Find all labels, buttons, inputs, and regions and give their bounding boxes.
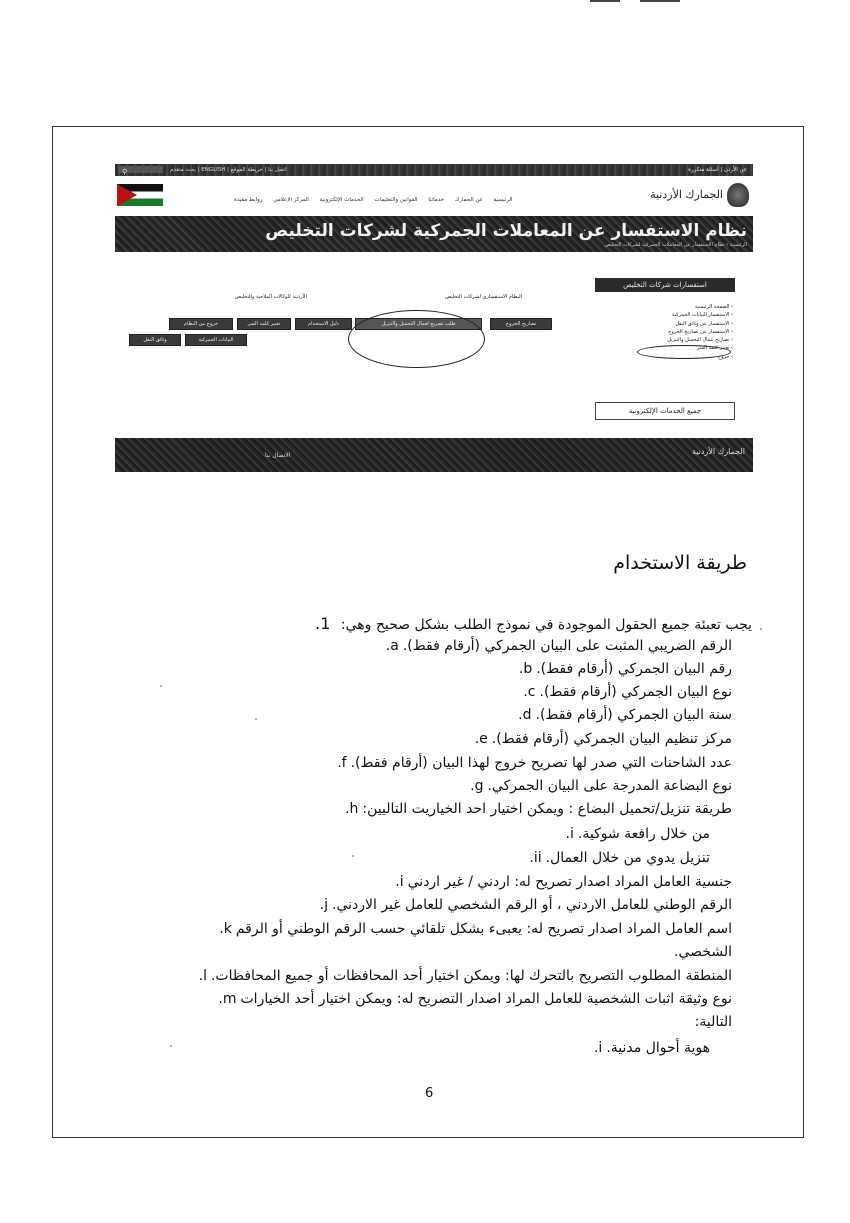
page-banner	[115, 216, 753, 252]
item-text: مركز تنظيم البيان الجمركي (أرقام فقط).	[491, 731, 732, 747]
list-item	[584, 1040, 710, 1056]
list-item	[652, 944, 732, 960]
list-item	[556, 826, 710, 842]
scan-speck	[160, 685, 162, 687]
jordan-flag-icon	[117, 184, 163, 206]
item-marker: j.	[319, 897, 328, 913]
sidebar-item[interactable]: › تصاريح عمال التحميل والتنزيل	[593, 336, 733, 344]
breadcrumb[interactable]: الرئيسية › نظام الاستفسار عن المعاملات الجمركية لشركات التخليص	[604, 242, 747, 248]
list-item	[514, 707, 732, 723]
item-text: يجب تعبئة جميع الحقول الموجودة في نموذج الطلب بشكل صحيح وهي:	[340, 617, 752, 633]
list-item	[214, 921, 732, 937]
main-nav	[225, 197, 513, 203]
list-item	[673, 1014, 732, 1030]
item-text: الرقم الوطني للعامل الاردني ، أو الرقم الشخصي للعامل غير الاردني.	[332, 897, 732, 913]
site-logo-text: الجمارك الأردنية	[650, 188, 723, 201]
scan-speck	[760, 628, 762, 630]
item-text: تنزيل يدوي من خلال العمال.	[545, 850, 710, 866]
item-text: الشخصي.	[674, 944, 732, 960]
item-marker: f.	[337, 755, 347, 771]
nav-item[interactable]: المركز الإعلامي	[273, 197, 309, 203]
list-item	[386, 874, 732, 890]
item-text: نوع وثيقة اثبات الشخصية للعامل المراد اصدار التصريح له: ويمكن اختيار أحد الخيارات	[240, 991, 732, 1007]
scan-speck	[170, 1045, 172, 1047]
list-item	[514, 661, 732, 677]
tagline-left: الأردنية للوكالات الملاحية والتخليص	[235, 294, 307, 300]
item-marker: k.	[219, 921, 232, 937]
hand-drawn-circle	[637, 345, 731, 359]
section-title: طريقة الاستخدام	[613, 552, 747, 574]
user-guide-button[interactable]: دليل الاستخدام	[295, 318, 352, 330]
sidebar-header: استفسارات شركات التخليص	[595, 278, 735, 292]
site-footer	[115, 438, 753, 472]
change-password-button[interactable]: تغيير كلمة السر	[237, 318, 291, 330]
sidebar-item[interactable]: › تغيير كلمة السر	[593, 344, 733, 352]
item-marker: c.	[523, 684, 536, 700]
list-item	[340, 801, 732, 817]
item-marker: 1.	[315, 614, 331, 633]
item-text: نوع البيان الجمركي (أرقام فقط).	[539, 684, 732, 700]
item-text: نوع البضاعة المدرجة على البيان الجمركي.	[487, 778, 732, 794]
sidebar-item[interactable]: › خروج	[593, 353, 733, 361]
item-marker: e.	[474, 731, 488, 747]
sidebar-item[interactable]: › الاستفسار البيانات الجمركية	[593, 311, 733, 319]
list-item	[189, 968, 732, 984]
page-number: 6	[425, 1086, 434, 1101]
all-services-button[interactable]: جميع الخدمات الإلكترونية	[595, 402, 735, 420]
top-links[interactable]: اتصل بنا | خريطة الموقع | ENGLISH | بحث متقدم	[170, 167, 287, 173]
scan-speck	[352, 855, 354, 857]
item-text: طريقة تنزيل/تحميل البضاع : ويمكن اختيار احد الخياريت التاليين:	[362, 801, 732, 817]
scan-mark	[640, 0, 680, 2]
list-item	[381, 638, 732, 654]
hand-drawn-circle	[348, 310, 485, 368]
website-screenshot	[115, 160, 753, 476]
list-item	[524, 850, 710, 866]
item-text: المنطقة المطلوب التصريح بالتحرك لها: ويمكن اختيار أحد المحافظات أو جميع المحافظات.	[210, 968, 732, 984]
top-right-links[interactable]: عن الأردن | أسئلة متكررة	[688, 167, 747, 173]
nav-item[interactable]: الخدمات الإلكترونية	[319, 197, 364, 203]
item-text: جنسية العامل المراد اصدار تصريح له: اردني / غير اردني	[407, 874, 732, 890]
item-marker: h.	[345, 801, 359, 817]
item-marker: a.	[385, 638, 399, 654]
nav-item[interactable]: الرئيسية	[493, 197, 513, 203]
sidebar-item[interactable]: › الاستفسار عن تصاريح الخروج	[593, 328, 733, 336]
list-item	[329, 755, 732, 771]
nav-item[interactable]: خدماتنا	[428, 197, 445, 203]
tagline-right: النظام الاستفساري لشركات التخليص	[445, 294, 522, 300]
item-text: سنة البيان الجمركي (أرقام فقط).	[535, 707, 732, 723]
list-item	[218, 991, 732, 1007]
banner-title: نظام الاستفسار عن المعاملات الجمركية لشركات التخليص	[265, 221, 747, 241]
transport-docs-button[interactable]: وثائق النقل	[129, 334, 181, 346]
scan-mark	[590, 0, 620, 2]
customs-emblem-icon	[727, 183, 749, 207]
item-marker: i.	[395, 874, 404, 890]
scan-speck	[255, 718, 257, 720]
sidebar-item[interactable]: › الصفحة الرئيسية	[593, 303, 733, 311]
list-item	[518, 684, 733, 700]
item-marker: i.	[565, 826, 574, 842]
nav-item[interactable]: عن الجمارك	[454, 197, 483, 203]
footer-logo-text: الجمارك الأردنية	[691, 447, 745, 456]
item-marker: m.	[218, 991, 237, 1007]
site-header	[115, 178, 753, 214]
sidebar-item[interactable]: › الاستفسار عن وثائق النقل	[593, 320, 733, 328]
declarations-button[interactable]: البيانات الجمركية	[185, 334, 247, 346]
logout-button[interactable]: خروج من النظام	[169, 318, 233, 330]
item-text: اسم العامل المراد اصدار تصريح له: يعبىء بشكل تلقائي حسب الرقم الوطني أو الرقم	[235, 921, 732, 937]
nav-item[interactable]: القوانين والتعليمات	[374, 197, 418, 203]
list-item	[310, 897, 732, 913]
worker-permit-request-button[interactable]: طلب تصريح لعمال التحميل والتنزيل	[355, 318, 482, 330]
item-text: عدد الشاحنات التي صدر لها تصريح خروج لهذا البيان (أرقام فقط).	[350, 755, 732, 771]
exit-permits-button[interactable]: تصاريح الخروج	[490, 318, 552, 330]
item-marker: l.	[198, 968, 207, 984]
search-icon[interactable]: ⚲	[122, 168, 128, 176]
item-text: التالية:	[694, 1014, 732, 1030]
item-marker: i.	[593, 1040, 603, 1056]
nav-item[interactable]: روابط مفيدة	[234, 197, 263, 203]
item-marker: d.	[518, 707, 532, 723]
item-marker: b.	[518, 661, 533, 677]
footer-contact-link[interactable]: الاتصال بنا	[265, 452, 291, 459]
list-item-intro	[312, 614, 752, 633]
item-marker: ii.	[529, 850, 542, 866]
list-item	[470, 731, 732, 747]
item-text: الرقم الضريبي المثبت على البيان الجمركي (أرقام فقط).	[402, 638, 732, 654]
list-item	[465, 778, 732, 794]
top-bar	[115, 164, 753, 176]
item-marker: g.	[470, 778, 484, 794]
item-text: من خلال رافعة شوكية.	[577, 826, 710, 842]
search-input[interactable]	[118, 166, 163, 176]
item-text: هوية أحوال مدنية.	[606, 1040, 710, 1056]
item-text: رقم البيان الجمركي (أرقام فقط).	[536, 661, 732, 677]
